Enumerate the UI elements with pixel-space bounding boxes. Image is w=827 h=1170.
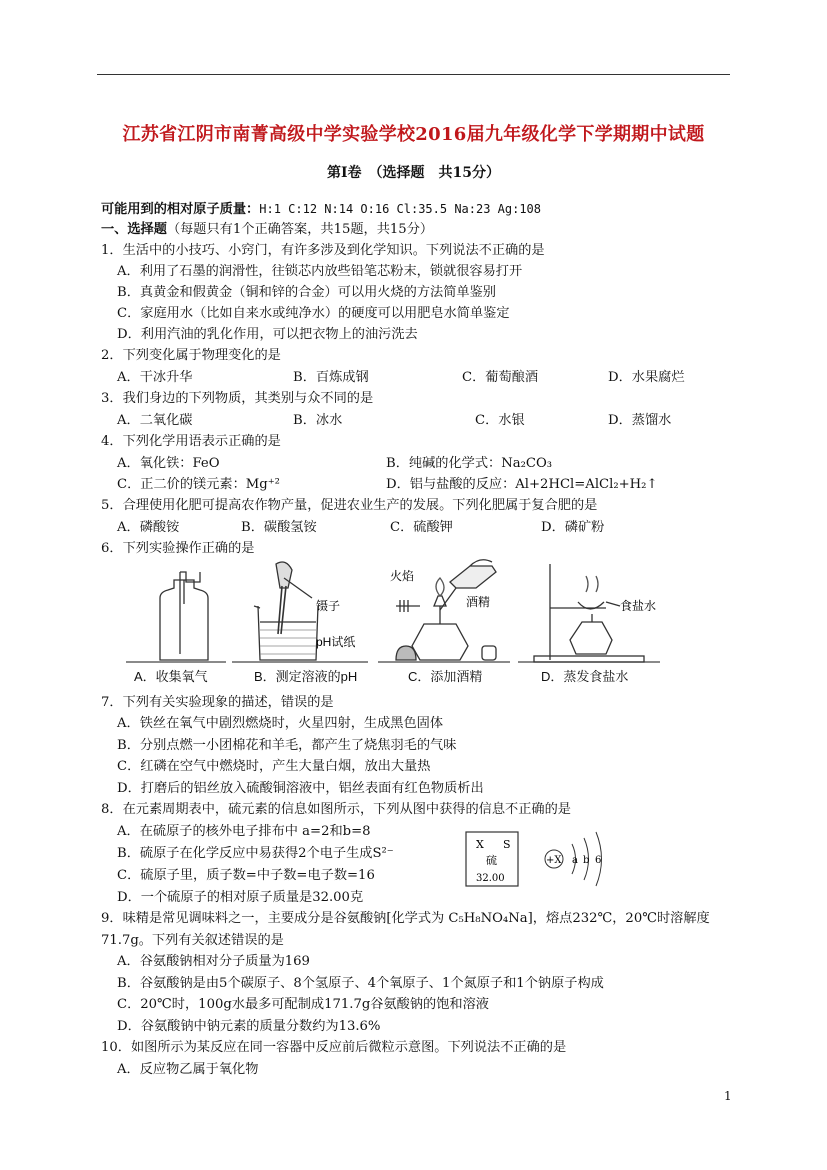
q9-option-c: C．20℃时，100g水最多可配制成171.7g谷氨酸钠的饱和溶液 xyxy=(117,997,489,1012)
q1-option-c: C．家庭用水（比如自来水或纯净水）的硬度可以用肥皂水简单鉴定 xyxy=(117,306,510,321)
q3-option-a: A．二氧化碳 xyxy=(117,413,193,428)
page-title: 江苏省江阴市南菁高级中学实验学校2016届九年级化学下学期期中试题 xyxy=(122,124,705,145)
q1-option-b: B．真黄金和假黄金（铜和锌的合金）可以用火烧的方法简单鉴别 xyxy=(117,285,496,300)
element-number: X xyxy=(476,838,484,851)
q8-option-c: C．硫原子里，质子数=中子数=电子数=16 xyxy=(117,868,375,883)
q4-option-c: C．正二价的镁元素：Mg⁺² xyxy=(117,477,280,492)
gas-bottle-icon xyxy=(160,572,208,660)
element-mass: 32.00 xyxy=(476,873,505,884)
q5-stem: 5．合理使用化肥可提高农作物产量，促进农业生产的发展。下列化肥属于复合肥的是 xyxy=(101,498,598,513)
q2-stem: 2．下列变化属于物理变化的是 xyxy=(101,348,281,363)
q5-option-c: C．硫酸钾 xyxy=(390,520,453,535)
q9-option-d: D．谷氨酸钠中钠元素的质量分数约为13.6% xyxy=(117,1019,381,1034)
q3-option-b: B．冰水 xyxy=(293,413,343,428)
q1-option-d: D．利用汽油的乳化作用，可以把衣物上的油污洗去 xyxy=(117,327,418,342)
atomic-mass-line xyxy=(101,200,541,219)
q4-option-d: D．铝与盐酸的反应：Al+2HCl=AlCl₂+H₂↑ xyxy=(386,477,658,492)
q3-option-c: C．水银 xyxy=(475,413,525,428)
q9-option-a: A．谷氨酸钠相对分子质量为169 xyxy=(117,954,310,969)
q6-caption-d: D．蒸发食盐水 xyxy=(541,669,629,684)
q2-option-d: D．水果腐烂 xyxy=(608,370,685,385)
q7-stem: 7．下列有关实验现象的描述，错误的是 xyxy=(101,695,334,710)
q10-option-a: A．反应物乙属于氧化物 xyxy=(117,1062,259,1077)
q5-option-b: B．碳酸氢铵 xyxy=(241,520,317,535)
q2-option-b: B．百炼成钢 xyxy=(293,370,369,385)
q6-caption-b: B．测定溶液的pH xyxy=(254,669,358,684)
q5-option-d: D．磷矿粉 xyxy=(541,520,605,535)
shell-b-label: b xyxy=(583,855,590,866)
element-symbol: S xyxy=(503,838,511,851)
beaker-ph-icon xyxy=(254,562,318,660)
q1-option-a: A．利用了石墨的润滑性，往锁芯内放些铅笔芯粉末，锁就很容易打开 xyxy=(117,264,523,279)
page-number: 1 xyxy=(724,1089,732,1103)
evaporation-setup-icon xyxy=(534,564,644,662)
q1-stem: 1．生活中的小技巧、小窍门，有许多涉及到化学知识。下列说法不正确的是 xyxy=(101,243,545,258)
q10-stem: 10．如图所示为某反应在同一容器中反应前后微粒示意图。下列说法不正确的是 xyxy=(101,1040,567,1055)
q6-stem: 6．下列实验操作正确的是 xyxy=(101,541,255,556)
q8-option-d: D．一个硫原子的相对原子质量是32.00克 xyxy=(117,890,364,905)
shell-c-label: 6 xyxy=(595,855,602,866)
q8-option-b: B．硫原子在化学反应中易获得2个电子生成S²⁻ xyxy=(117,846,394,861)
q7-option-b: B．分别点燃一小团棉花和羊毛，都产生了烧焦羽毛的气味 xyxy=(117,738,457,753)
q6-caption-a: A．收集氧气 xyxy=(134,669,208,684)
tweezers-label: 镊子 xyxy=(316,599,341,613)
q4-option-a: A．氧化铁：FeO xyxy=(117,456,220,471)
q9-stem-1: 9．味精是常见调味料之一，主要成分是谷氨酸钠[化学式为 C₅H₈NO₄Na]，熔点232℃，20℃时溶解度 xyxy=(101,911,710,926)
q3-option-d: D．蒸馏水 xyxy=(608,413,672,428)
part1-heading: 一、选择题 xyxy=(101,222,167,237)
q7-option-a: A．铁丝在氧气中剧烈燃烧时，火星四射，生成黑色固体 xyxy=(117,716,444,731)
header-rule xyxy=(97,74,730,75)
nucleus-label: +X xyxy=(546,855,562,866)
q3-stem: 3．我们身边的下列物质，其类别与众不同的是 xyxy=(101,391,374,406)
q4-stem: 4．下列化学用语表示正确的是 xyxy=(101,434,281,449)
part1-note: （每题只有1个正确答案，共15题，共15分） xyxy=(166,222,434,237)
q8-option-a: A．在硫原子的核外电子排布中 a=2和b=8 xyxy=(117,824,371,839)
q9-stem-2: 71.7g。下列有关叙述错误的是 xyxy=(101,933,284,948)
q9-option-b: B．谷氨酸钠是由5个碳原子、8个氢原子、4个氧原子、1个氮原子和1个钠原子构成 xyxy=(117,976,604,991)
ph-paper-label: pH试纸 xyxy=(316,635,356,649)
q5-option-a: A．磷酸铵 xyxy=(117,520,180,535)
atomic-mass-label: 可能用到的相对原子质量： xyxy=(101,202,260,217)
section-heading: 第Ⅰ卷 （选择题 共15分） xyxy=(326,165,501,181)
q2-option-a: A．干冰升华 xyxy=(117,370,193,385)
q7-option-d: D．打磨后的铝丝放入硫酸铜溶液中，铝丝表面有红色物质析出 xyxy=(117,781,484,796)
atomic-mass-values: H:1 C:12 N:14 O:16 Cl:35.5 Na:23 Ag:108 xyxy=(259,202,542,216)
q6-caption-c: C．添加酒精 xyxy=(408,669,483,684)
q7-option-c: C．红磷在空气中燃烧时，产生大量白烟，放出大量热 xyxy=(117,759,431,774)
q8-stem: 8．在元素周期表中，硫元素的信息如图所示，下列从图中获得的信息不正确的是 xyxy=(101,802,571,817)
alcohol-label: 酒精 xyxy=(466,595,491,609)
shell-a-label: a xyxy=(572,855,578,866)
element-name: 硫 xyxy=(486,854,497,867)
sulfur-element-figure xyxy=(462,828,612,890)
part1-heading-line xyxy=(101,221,433,239)
q4-option-b: B．纯碱的化学式：Na₂CO₃ xyxy=(386,456,553,471)
salt-water-label: 食盐水 xyxy=(620,599,657,613)
flame-label: 火焰 xyxy=(390,569,415,583)
q2-option-c: C．葡萄酿酒 xyxy=(462,370,539,385)
